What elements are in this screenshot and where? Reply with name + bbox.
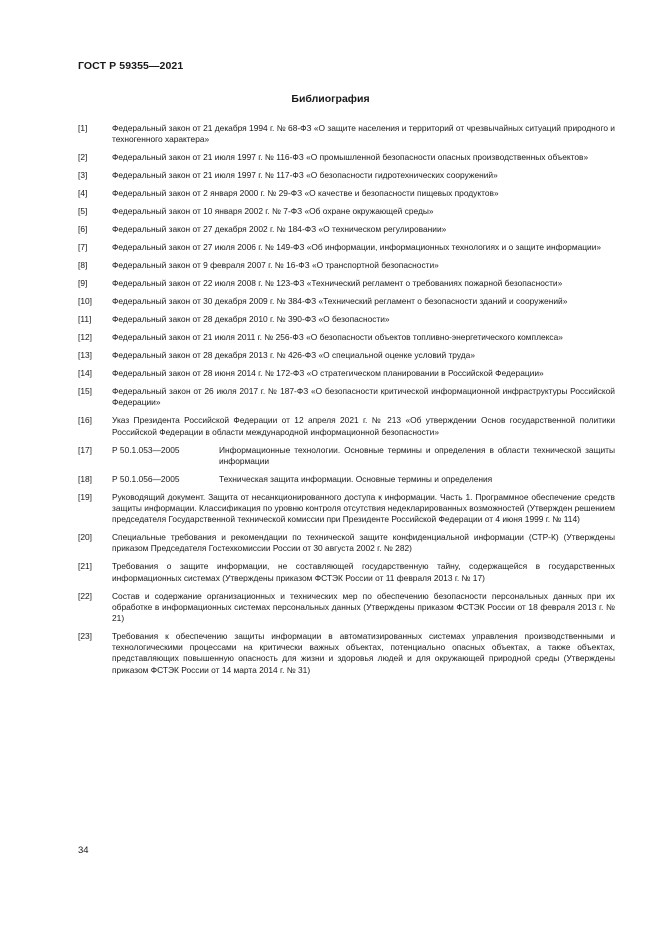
entry-text: Федеральный закон от 26 июля 2017 г. № 187-ФЗ «О безопасности критической информационной инфраструктуры Российской Федерации» — [112, 386, 615, 408]
entry-text: Федеральный закон от 9 февраля 2007 г. № 16-ФЗ «О транспортной безопасности» — [112, 260, 439, 271]
entry-number: [6] — [78, 224, 88, 235]
entry-number: [9] — [78, 278, 88, 289]
entry-number: [23] — [78, 631, 92, 642]
bibliography-entry-18 — [78, 474, 615, 485]
bibliography-entry-6 — [78, 224, 615, 235]
entry-text: Руководящий документ. Защита от несанкционированного доступа к информации. Часть 1. Программное обеспечение средств защиты информации. Классификация по уровню контроля отсутствия недекларированных возможностей (Утвержден решением председателя Государственной технической комиссии при Президенте Российской Федерации от 4 июня 1999 г. № 114) — [112, 491, 615, 525]
entry-text: Требования к обеспечению защиты информации в автоматизированных системах управления производственными и технологическими процессами на критически важных объектах, потенциально опасных объектах, а также объектах, представляющих повышенную опасность для жизни и здоровья людей и для окружающей природной среды (Утверждены приказом ФСТЭК России от 14 марта 2014 г. № 31) — [112, 631, 615, 675]
entry-text: Федеральный закон от 21 июля 1997 г. № 116-ФЗ «О промышленной безопасности опасных производственных объектов» — [112, 152, 589, 163]
entry-number: [15] — [78, 386, 92, 397]
bibliography-entry-14 — [78, 368, 615, 379]
bibliography-entry-21 — [78, 561, 615, 583]
bibliography-entry-10 — [78, 296, 615, 307]
bibliography-entry-16 — [78, 415, 615, 437]
entry-code: Р 50.1.053—2005 — [112, 444, 180, 455]
entry-number: [7] — [78, 242, 88, 253]
entry-text: Состав и содержание организационных и технических мер по обеспечению безопасности персональных данных при их обработке в информационных системах персональных данных (Утверждены приказом ФСТЭК России от 18 февраля 2013 г. № 21) — [112, 590, 615, 624]
entry-number: [20] — [78, 532, 92, 543]
entry-number: [12] — [78, 332, 92, 343]
entry-text: Специальные требования и рекомендации по технической защите конфиденциальной информации (СТР-К) (Утверждены приказом Председателя Гостехкомиссии России от 30 августа 2002 г. № 282) — [112, 532, 615, 554]
entry-code: Р 50.1.056—2005 — [112, 473, 180, 484]
bibliography-entry-22 — [78, 591, 615, 625]
entry-number: [19] — [78, 491, 92, 502]
entry-number: [10] — [78, 296, 92, 307]
bibliography-entry-8 — [78, 260, 615, 271]
entry-number: [1] — [78, 123, 88, 133]
entry-text: Федеральный закон от 27 июля 2006 г. № 149-ФЗ «Об информации, информационных технологиях и о защите информации» — [112, 242, 602, 253]
bibliography-entry-11 — [78, 314, 615, 325]
entry-number: [16] — [78, 415, 92, 426]
entry-number: [22] — [78, 590, 92, 601]
entry-number: [11] — [78, 314, 92, 325]
entry-text: Федеральный закон от 21 июля 1997 г. № 117-ФЗ «О безопасности гидротехнических сооружений» — [112, 170, 498, 181]
entry-text: Федеральный закон от 21 июля 2011 г. № 256-ФЗ «О безопасности объектов топливно-энергетического комплекса» — [112, 332, 563, 343]
bibliography-entry-20 — [78, 532, 615, 554]
bibliography-entry-19 — [78, 492, 615, 526]
entry-number: [18] — [78, 473, 92, 484]
entry-number: [13] — [78, 350, 92, 361]
entry-text: Федеральный закон от 2 января 2000 г. № 29-ФЗ «О качестве и безопасности пищевых продуктов» — [112, 188, 499, 199]
entry-number: [4] — [78, 188, 88, 199]
entry-text: Федеральный закон от 10 января 2002 г. № 7-ФЗ «Об охране окружающей среды» — [112, 206, 434, 217]
entry-text: Информационные технологии. Основные термины и определения в области технической защиты информации — [219, 444, 615, 466]
bibliography-entry-17 — [78, 445, 615, 467]
bibliography-entry-13 — [78, 350, 615, 361]
bibliography-entry-2 — [78, 152, 615, 163]
page-title: Библиография — [291, 93, 370, 105]
bibliography-entry-9 — [78, 278, 615, 289]
entry-text: Федеральный закон от 21 декабря 1994 г. № 68-ФЗ «О защите населения и территорий от чрезвычайных ситуаций природного и техногенного характера» — [112, 123, 615, 145]
bibliography-list — [78, 123, 615, 683]
entry-number: [3] — [78, 170, 88, 181]
entry-number: [5] — [78, 206, 88, 217]
bibliography-entry-4 — [78, 188, 615, 199]
document-header: ГОСТ Р 59355—2021 — [78, 60, 184, 72]
bibliography-entry-15 — [78, 386, 615, 408]
entry-text: Федеральный закон от 28 июня 2014 г. № 172-ФЗ «О стратегическом планировании в Российской Федерации» — [112, 368, 544, 379]
entry-text: Федеральный закон от 28 декабря 2010 г. № 390-ФЗ «О безопасности» — [112, 314, 390, 325]
entry-text: Федеральный закон от 22 июля 2008 г. № 123-ФЗ «Технический регламент о требованиях пожарной безопасности» — [112, 278, 563, 289]
entry-number: [21] — [78, 561, 92, 572]
entry-number: [8] — [78, 260, 88, 271]
bibliography-entry-23 — [78, 631, 615, 676]
bibliography-entry-12 — [78, 332, 615, 343]
page-number: 34 — [78, 845, 89, 856]
entry-text: Требования о защите информации, не составляющей государственную тайну, содержащейся в государственных информационных системах (Утверждены приказом ФСТЭК России от 11 февраля 2013 г. № 17) — [112, 561, 615, 583]
entry-number: [2] — [78, 152, 88, 163]
entry-text: Федеральный закон от 27 декабря 2002 г. № 184-ФЗ «О техническом регулировании» — [112, 224, 447, 235]
bibliography-entry-5 — [78, 206, 615, 217]
entry-text: Техническая защита информации. Основные термины и определения — [219, 473, 493, 484]
bibliography-entry-1 — [78, 123, 615, 145]
bibliography-entry-7 — [78, 242, 615, 253]
entry-number: [14] — [78, 368, 92, 379]
entry-text: Федеральный закон от 28 декабря 2013 г. № 426-ФЗ «О специальной оценке условий труда» — [112, 350, 475, 361]
entry-text: Указ Президента Российской Федерации от 12 апреля 2021 г. № 213 «Об утверждении Основ государственной политики Российской Федерации в области международной информационной безопасности» — [112, 415, 615, 437]
entry-number: [17] — [78, 444, 92, 455]
bibliography-entry-3 — [78, 170, 615, 181]
entry-text: Федеральный закон от 30 декабря 2009 г. № 384-ФЗ «Технический регламент о безопасности зданий и сооружений» — [112, 296, 568, 307]
